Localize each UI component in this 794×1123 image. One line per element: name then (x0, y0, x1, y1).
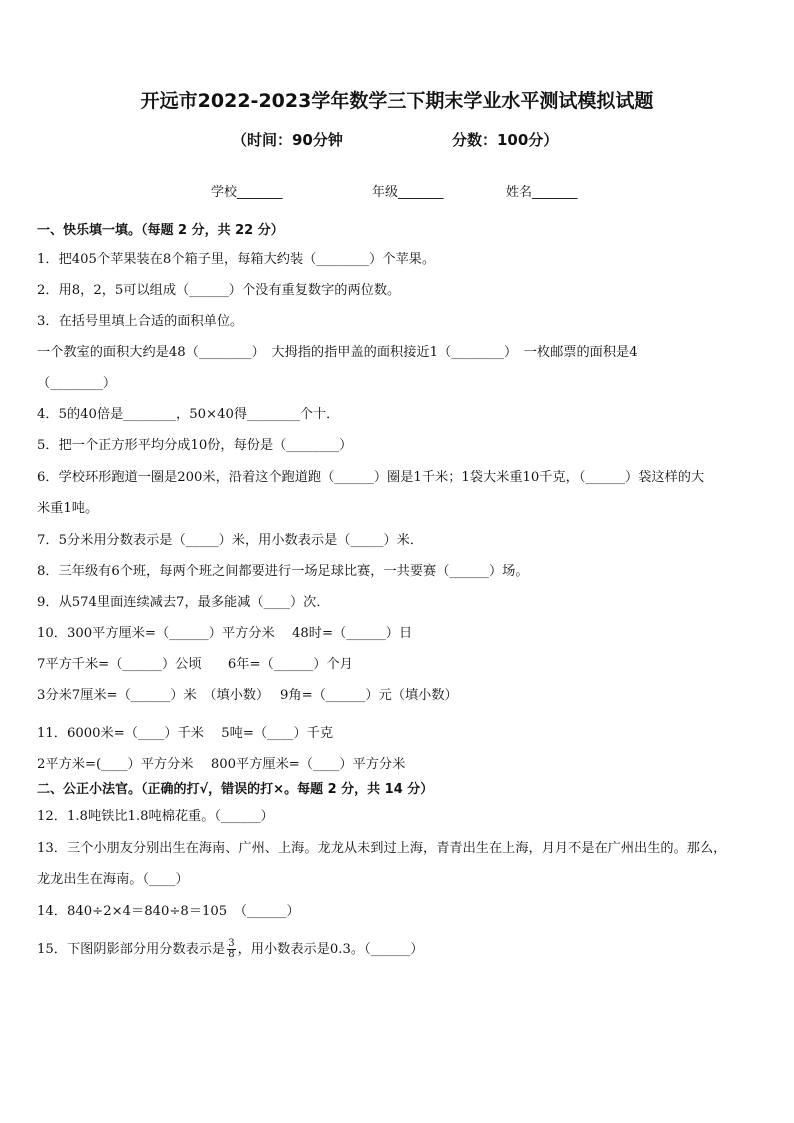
question-13-line-a: 13．三个小朋友分别出生在海南、广州、上海。龙龙从未到过上海，青青出生在上海，月月不是在广州出生的。那么， (37, 841, 727, 856)
exam-title: 开远市2022-2023学年数学三下期末学业水平测试模拟试题 (140, 90, 654, 112)
question-5: 5．把一个正方形平均分成10份，每份是（________） (37, 438, 353, 453)
question-14: 14．840÷2×4＝840÷8＝105 （______） (37, 904, 300, 919)
question-15-prefix: 15．下图阴影部分用分数表示是 (37, 942, 226, 957)
section-1-heading: 一、快乐填一填。（每题 2 分，共 22 分） (37, 223, 284, 238)
question-3-line-b: （________） (37, 376, 117, 391)
question-3: 3．在括号里填上合适的面积单位。 (37, 314, 244, 329)
question-13-line-b: 龙龙出生在海南。（____） (37, 872, 189, 887)
question-15 (37, 939, 423, 960)
exam-time: （时间：90分钟 (232, 131, 343, 149)
school-field: 学校_______ (211, 185, 283, 200)
grade-field: 年级_______ (372, 185, 444, 200)
fraction-denominator: 8 (228, 949, 235, 960)
question-4: 4．5的40倍是________，50×40得________个十． (37, 407, 340, 422)
question-2: 2．用8，2，5可以组成（______）个没有重复数字的两位数。 (37, 283, 401, 298)
question-11-line-b: 2平方米=(____）平方分米 800平方厘米=（____）平方分米 (37, 757, 406, 772)
question-7: 7．5分米用分数表示是（_____）米，用小数表示是（_____）米． (37, 533, 424, 548)
question-10-line-c: 3分米7厘米=（______）米 （填小数） 9角=（______）元（填小数） (37, 688, 458, 703)
question-1: 1．把405个苹果装在8个箱子里，每箱大约装（________）个苹果。 (37, 252, 436, 267)
question-6-line-a: 6．学校环形跑道一圈是200米，沿着这个跑道跑（______）圈是1千米；1袋大米重10千克，（______）袋这样的大 (37, 470, 705, 485)
question-10-line-a: 10．300平方厘米=（______）平方分米 48时=（______）日 (37, 626, 413, 641)
fraction (227, 939, 235, 960)
question-10-line-b: 7平方千米=（______）公顷 6年=（______）个月 (37, 657, 353, 672)
question-12: 12．1.8吨铁比1.8吨棉花重。（______） (37, 809, 274, 824)
name-field: 姓名_______ (506, 185, 578, 200)
section-2-heading: 二、公正小法官。（正确的打√，错误的打×。每题 2 分，共 14 分） (37, 782, 434, 797)
question-11-line-a: 11．6000米=（____）千米 5吨=（____）千克 (37, 726, 334, 741)
exam-score: 分数：100分） (452, 131, 559, 149)
question-9: 9．从574里面连续减去7，最多能减（____）次． (37, 595, 330, 610)
question-8: 8．三年级有6个班，每两个班之间都要进行一场足球比赛，一共要赛（______）场。 (37, 564, 529, 579)
fraction-numerator: 3 (228, 938, 235, 949)
question-6-line-b: 米重1吨。 (37, 501, 99, 516)
question-15-suffix: ，用小数表示是0.3。（______） (237, 942, 424, 957)
question-3-line-a: 一个教室的面积大约是48（________） 大拇指的指甲盖的面积接近1（________） 一枚邮票的面积是4 (37, 345, 638, 360)
